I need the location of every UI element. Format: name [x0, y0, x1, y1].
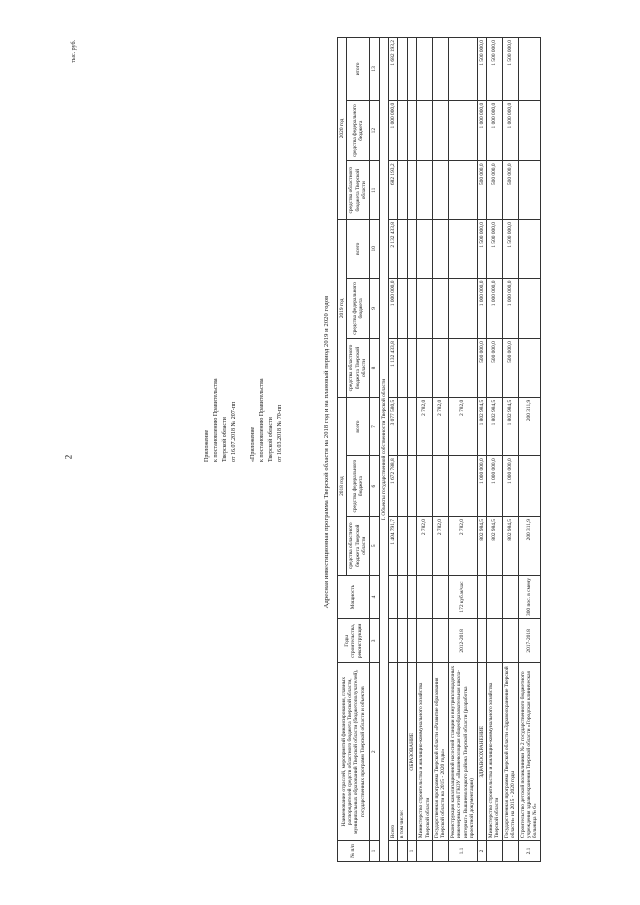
cell-value: 1 500 000,0 — [486, 220, 502, 279]
page-number: 2 — [63, 454, 74, 460]
approval-line: от 16.03.2018 № 70-пп — [277, 404, 283, 462]
cell-value: 1 802 984,5 — [502, 397, 518, 456]
column-number: 3 — [369, 619, 379, 663]
table-row — [407, 38, 416, 862]
row-num: 1.1 — [448, 841, 477, 862]
column-number: 2 — [369, 663, 379, 841]
col-capacity-header: Мощность — [338, 575, 370, 619]
cell-value: 1 000 000,0 — [486, 100, 502, 161]
cell-value: 1 802 984,5 — [486, 397, 502, 456]
row-num: 2.1 — [518, 841, 540, 862]
row-name: в том числе: — [398, 663, 407, 841]
cell-value: 1 000 000,0 — [502, 100, 518, 161]
approval-original — [249, 312, 285, 462]
federal-header: средства федерального бюджета — [347, 100, 369, 161]
approval-line: от 16.07.2018 № 207-пп — [231, 401, 237, 462]
cell-value: 1 000 000,0 — [389, 100, 398, 161]
year-2020-header: 2020 год — [338, 38, 347, 220]
regional-header: средства областного бюджета Тверской области — [347, 161, 369, 220]
row-name: Министерство строительства и жилищно-коммунального хозяйства Тверской области — [417, 663, 433, 841]
section-row — [379, 38, 388, 862]
cell-value: 1 000 000,0 — [389, 278, 398, 339]
document-title: Адресная инвестиционная программа Тверской области на 2018 год и на плановый период 2019 и 2020 годов — [323, 295, 330, 609]
column-number: 8 — [369, 339, 379, 398]
cell-value: 1 000 000,0 — [477, 456, 486, 517]
cell-value: 2 132 433,8 — [389, 220, 398, 279]
approval-line: «Приложение — [250, 426, 256, 462]
table-row — [477, 38, 486, 862]
row-name: Министерство строительства и жилищно-коммунального хозяйства Тверской области — [486, 663, 502, 841]
cell-value: 500 000,0 — [502, 161, 518, 220]
cell-value: 1 672 788,8 — [389, 456, 398, 517]
cell-value: 2 782,0 — [433, 517, 449, 576]
year-2018-header: 2018 год — [338, 397, 347, 575]
row-name: Реконструкция канализационной насосной станции и внутриплощадочных инженерных сетей ГКОУ «Вышневолоцкая общеобразовательная школа-интернат» Вышневолоцкого района Тверской области (разработка проектной документации) — [448, 663, 477, 841]
table-row — [448, 38, 477, 862]
cell-value: 1 500 000,0 — [477, 38, 486, 101]
cell-value: 1 000 000,0 — [502, 278, 518, 339]
cell-value: 2 782,0 — [448, 517, 477, 576]
col-years-header: Годы строительства, реконструкции — [338, 619, 370, 663]
cell-value: 1 500 000,0 — [477, 220, 486, 279]
cell-value: 802 984,5 — [486, 517, 502, 576]
investment-table — [337, 37, 541, 862]
approval-line: Тверской области — [268, 417, 274, 462]
total-header: всего — [347, 397, 369, 456]
regional-header: средства областного бюджета Тверской области — [347, 517, 369, 576]
total-header: итого — [347, 38, 369, 101]
table-row — [502, 38, 518, 862]
cell-value: 802 984,5 — [502, 517, 518, 576]
column-number: 11 — [369, 161, 379, 220]
cell-value: 1 500 000,0 — [502, 38, 518, 101]
cell-value: 500 000,0 — [502, 339, 518, 398]
cell-value: 500 000,0 — [486, 161, 502, 220]
cell-value: 1 000 000,0 — [486, 456, 502, 517]
col-num-header: № п/п — [338, 841, 370, 862]
row-years: 2012-2018 — [448, 619, 477, 663]
cell-value: 500 000,0 — [486, 339, 502, 398]
column-number: 12 — [369, 100, 379, 161]
column-number: 4 — [369, 575, 379, 619]
row-name: ОБРАЗОВАНИЕ — [407, 663, 416, 841]
cell-value: 1 500 000,0 — [502, 220, 518, 279]
approval-line: Приложение — [204, 429, 210, 462]
column-number: 6 — [369, 456, 379, 517]
federal-header: средства федерального бюджета — [347, 456, 369, 517]
table-row — [417, 38, 433, 862]
table-row — [398, 38, 407, 862]
cell-value: 1 404 791,7 — [389, 517, 398, 576]
row-name: ЗДРАВООХРАНЕНИЕ — [477, 663, 486, 841]
document-sheet — [65, 22, 575, 882]
table-row — [518, 38, 540, 862]
cell-value: 802 984,5 — [477, 517, 486, 576]
column-numbers-row — [369, 38, 379, 862]
cell-value: 500 000,0 — [477, 161, 486, 220]
column-number: 1 — [369, 841, 379, 862]
cell-value: 1 000 000,0 — [477, 278, 486, 339]
row-name: Государственная программа Тверской области «Здравоохранение Тверской области» на 2015 - 2020 годы — [502, 663, 518, 841]
total-header: всего — [347, 220, 369, 279]
approval-line: Тверской области — [222, 417, 228, 462]
column-number: 10 — [369, 220, 379, 279]
year-2019-header: 2019 год — [338, 220, 347, 398]
cell-value: 2 782,0 — [448, 397, 477, 456]
cell-value: 682 193,2 — [389, 161, 398, 220]
cell-value: 1 000 000,0 — [477, 100, 486, 161]
unit-label: тыс. руб. — [71, 40, 77, 63]
row-name: Всего — [389, 663, 398, 841]
row-capacity: 300 пос. в смену — [518, 575, 540, 619]
row-capacity: 172 куб.м/час — [448, 575, 477, 619]
section-title: I. Объекты государственной собственности Тверской области — [379, 38, 388, 862]
row-name: Государственная программа Тверской области «Развитие образования Тверской области на 2015 - 2020 годы» — [433, 663, 449, 841]
approval-line: к постановлению Правительства — [259, 378, 265, 462]
column-number: 7 — [369, 397, 379, 456]
cell-value: 1 000 000,0 — [502, 456, 518, 517]
column-number: 5 — [369, 517, 379, 576]
row-years: 2017-2018 — [518, 619, 540, 663]
regional-header: средства областного бюджета Тверской области — [347, 339, 369, 398]
cell-value: 1 802 984,5 — [477, 397, 486, 456]
cell-value: 200 311,9 — [518, 517, 540, 576]
cell-value: 3 077 580,5 — [389, 397, 398, 456]
row-num: 2 — [477, 841, 486, 862]
cell-value: 1 132 433,8 — [389, 339, 398, 398]
col-name-header: Наименование отраслей, мероприятий финансирования, главных распорядителей средств областного бюджета Тверской области, муниципальных образований Тверской области (бюджетополучателей), государственных программ Тверской области и объектов — [338, 663, 370, 841]
table-row — [433, 38, 449, 862]
cell-value: 2 782,0 — [417, 517, 433, 576]
cell-value: 500 000,0 — [477, 339, 486, 398]
table-row — [486, 38, 502, 862]
federal-header: средства федерального бюджета — [347, 278, 369, 339]
cell-value: 2 782,0 — [433, 397, 449, 456]
header-row — [338, 38, 347, 862]
column-number: 9 — [369, 278, 379, 339]
row-num: 1 — [407, 841, 416, 862]
column-number: 13 — [369, 38, 379, 101]
approval-line: к постановлению Правительства — [213, 378, 219, 462]
row-name: Строительство детской поликлиники № 2 государственного бюджетного учреждения здравоохранения Тверской области «Городская клиническая больница № 6» — [518, 663, 540, 841]
table-row — [389, 38, 398, 862]
approval-block — [203, 312, 295, 462]
approval-current — [203, 312, 239, 462]
cell-value: 1 500 000,0 — [486, 38, 502, 101]
cell-value: 1 682 193,2 — [389, 38, 398, 101]
cell-value: 2 782,0 — [417, 397, 433, 456]
cell-value: 1 000 000,0 — [486, 278, 502, 339]
cell-value: 200 311,9 — [518, 397, 540, 456]
